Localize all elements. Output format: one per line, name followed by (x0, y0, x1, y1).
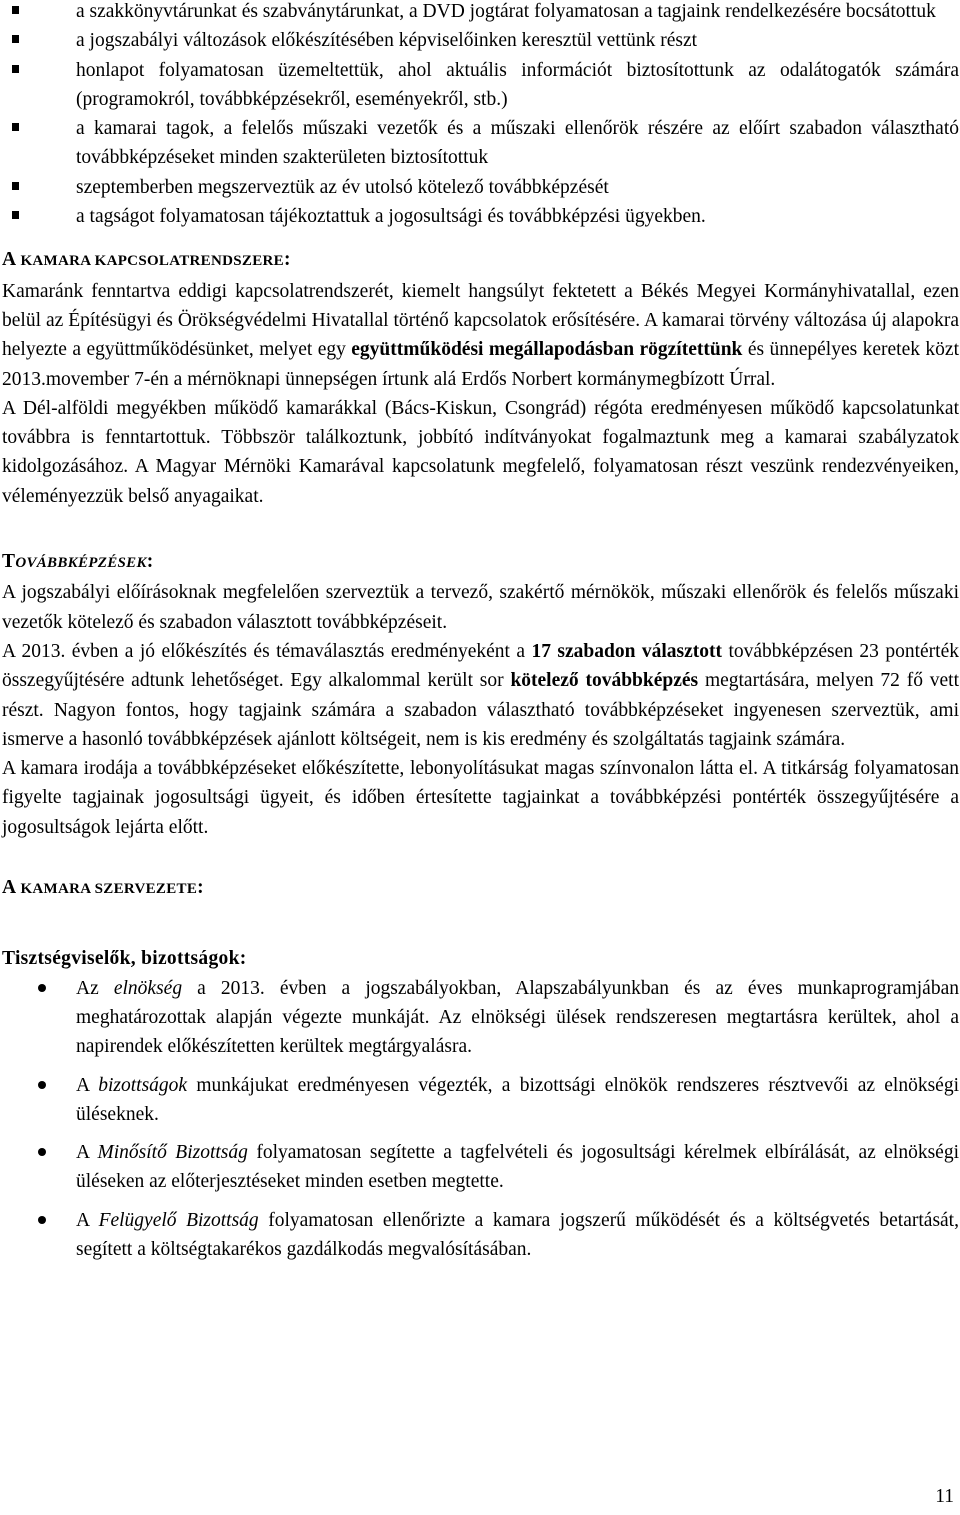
paragraph-kapcsolat-1: Kamaránk fenntartva eddigi kapcsolatrendszerét, kiemelt hangsúlyt fektetett a Békés Megyei Kormányhivatallal, ezen belül az Építésügyi és Örökségvédelmi Hivatallal történő kapcsolatok erősítésére. A kamarai törvény változása új alapokra helyezte a együttműködésünket, melyet egy együttműködési megállapodásban rögzítettünk és ünnepélyes keretek közt 2013.movember 7-én a mérnöknapi ünnepségen írtunk alá Erdős Norbert kormánymegbízott Úrral. (2, 280, 959, 390)
section-heading-tovabbkepzesek: TOVÁBBKÉPZÉSEK: (2, 551, 154, 573)
section-heading-szervezete: A KAMARA SZERVEZETE: (2, 877, 204, 899)
list-item: A Minősítő Bizottság folyamatosan segítette a tagfelvételi és jogosultsági kérelmek elbírálását, az elnökségi üléseken az előterjesztéseket minden esetben megtette. (76, 1138, 959, 1197)
activity-bullet-list (2, 0, 959, 231)
list-item: a kamarai tagok, a felelős műszaki vezetők és a műszaki ellenőrök részére az előírt szabadon választható továbbképzéseket minden szakterületen biztosítottuk (76, 114, 959, 173)
list-item: Az elnökség a 2013. évben a jogszabályokban, Alapszabályunkban és az éves munkaprogramjában meghatározottak alapján végezte munkáját. Az elnökségi ülések rendszeresen megtartásra kerültek, ahol a napirendek előkészítetten kerültek megtárgyalásra. (76, 974, 959, 1062)
list-item: A Felügyelő Bizottság folyamatosan ellenőrizte a kamara jogszerű működését és a költségvetés betartását, segített a költségtakarékos gazdálkodás megvalósításában. (76, 1206, 959, 1265)
paragraph-tovabbkepzes-3: A kamara irodája a továbbképzéseket előkészítette, lebonyolításukat magas színvonalon látta el. A titkárság folyamatosan figyelte tagjainak jogosultsági ügyeit, és időben értesítette tagjainkat a továbbképzési pontérték összegyűjtésére a jogosultságok lejárta előtt. (2, 758, 959, 838)
page-number: 11 (935, 1486, 954, 1507)
section-heading-kapcsolatrendszer: A KAMARA KAPCSOLATRENDSZERE: (2, 249, 291, 271)
paragraph-tovabbkepzes-1: A jogszabályi előírásoknak megfelelően szerveztük a tervező, szakértő mérnökök, műszaki ellenőrök és felelős műszaki vezetők kötelező és szabadon választott továbbképzéseit. (2, 582, 959, 633)
list-item: A bizottságok munkájukat eredményesen végezték, a bizottsági elnökök rendszeres résztvevői az elnökségi üléseknek. (76, 1071, 959, 1130)
subsection-heading-tisztsegviselok: Tisztségviselők, bizottságok: (2, 948, 247, 970)
list-item: szeptemberben megszerveztük az év utolsó kötelező továbbképzését (76, 173, 959, 202)
list-item: a szakkönyvtárunkat és szabványtárunkat, a DVD jogtárat folyamatosan a tagjaink rendelkezésére bocsátottuk (76, 0, 959, 26)
paragraph-kapcsolat-2: A Dél-alföldi megyékben működő kamarákkal (Bács-Kiskun, Csongrád) régóta eredményesen működő kapcsolatunkat továbbra is fenntartottuk. Többször találkoztunk, jobbító indítványokat fogalmaztunk meg a kamarai szabályzatok kidolgozásához. A Magyar Mérnöki Kamarával kapcsolatunk megfelelő, folyamatosan részt veszünk rendezvényeiken, véleményezzük belső anyagaikat. (2, 397, 959, 507)
list-item: a tagságot folyamatosan tájékoztattuk a jogosultsági és továbbképzési ügyekben. (76, 202, 959, 231)
list-item: a jogszabályi változások előkészítésében képviselőinken keresztül vettünk részt (76, 26, 959, 55)
officials-bullet-list (2, 974, 959, 1265)
list-item: honlapot folyamatosan üzemeltettük, ahol aktuális információt biztosítottunk az odalátogatók számára (programokról, továbbképzésekről, eseményekről, stb.) (76, 56, 959, 115)
paragraph-tovabbkepzes-2: A 2013. évben a jó előkészítés és témaválasztás eredményeként a 17 szabadon választott továbbképzésen 23 pontérték összegyűjtésére adtunk lehetőséget. Egy alkalommal került sor kötelező továbbképzés megtartására, melyen 72 fő vett részt. Nagyon fontos, hogy tagjaink számára a szabadon választható továbbképzéseket ingyenesen szerveztük, ami ismerve a hasonló továbbképzések ajánlott költségeit, nem is kis eredmény és szolgáltatás tagjaink számára. (2, 640, 960, 750)
